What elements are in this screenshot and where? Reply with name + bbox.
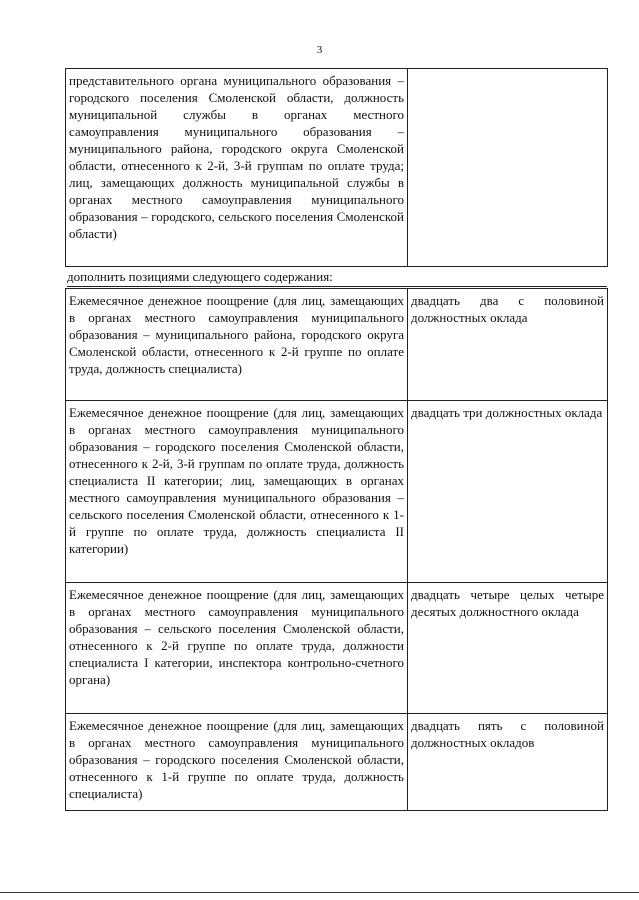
positions-table	[65, 288, 608, 811]
table-row	[66, 583, 608, 714]
table-cell-right: двадцать пять с половиной должностных окладов	[408, 714, 608, 811]
table-cell-left: Ежемесячное денежное поощрение (для лиц, замещающих в органах местного самоуправления муниципального образования – сельского поселения Смоленской области, отнесенного к 2-й группе по оплате труда, должности специалиста I категории, инспектора контрольно-счетного органа)	[66, 583, 408, 714]
page-number: 3	[316, 44, 323, 56]
table-cell-left: Ежемесячное денежное поощрение (для лиц, замещающих в органах местного самоуправления муниципального образования – муниципального района, городского округа Смоленской области, отнесенного к 2-й группе по оплате труда, должность специалиста)	[66, 289, 408, 401]
table-cell-right: двадцать два с половиной должностных оклада	[408, 289, 608, 401]
table-cell-left: представительного органа муниципального образования – городского поселения Смоленской области, должность муниципальной службы в органах местного самоуправления муниципального образования – муниципального района, городского округа Смоленской области, отнесенного к 2-й, 3-й группам по оплате труда; лиц, замещающих должность муниципальной службы в органах местного самоуправления муниципального образования – городского, сельского поселения Смоленской области)	[66, 69, 408, 267]
table-cell-right: двадцать четыре целых четыре десятых должностного оклада	[408, 583, 608, 714]
continued-table	[65, 68, 608, 267]
table-row	[66, 289, 608, 401]
table-row	[66, 401, 608, 583]
table-row	[66, 714, 608, 811]
intro-text: дополнить позициями следующего содержания:	[67, 268, 607, 287]
table-row	[66, 69, 608, 267]
bottom-rule	[0, 892, 639, 893]
table-cell-right	[408, 69, 608, 267]
table-cell-left: Ежемесячное денежное поощрение (для лиц, замещающих в органах местного самоуправления муниципального образования – городского поселения Смоленской области, отнесенного к 2-й, 3-й группам по оплате труда, должность специалиста II категории; лиц, замещающих в органах местного самоуправления муниципального образования – сельского поселения Смоленской области, отнесенного к 1-й группе по оплате труда, должность специалиста II категории)	[66, 401, 408, 583]
table-cell-right: двадцать три должностных оклада	[408, 401, 608, 583]
table-cell-left: Ежемесячное денежное поощрение (для лиц, замещающих в органах местного самоуправления муниципального образования – городского поселения Смоленской области, отнесенного к 1-й группе по оплате труда, должность специалиста)	[66, 714, 408, 811]
